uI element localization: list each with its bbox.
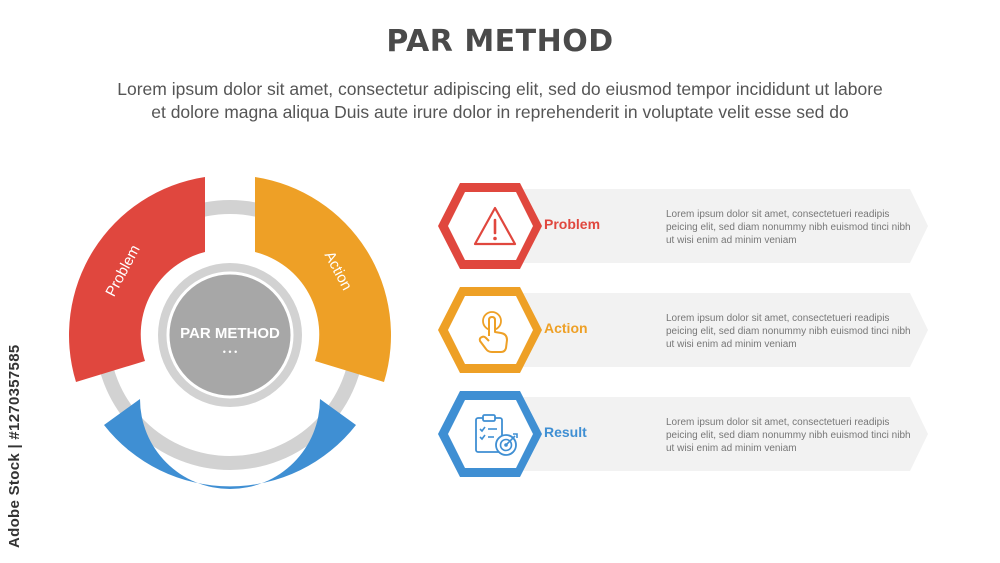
clipboard-target-icon — [470, 410, 520, 460]
cycle-label-action: Action — [320, 248, 356, 294]
step-row-problem — [438, 181, 933, 271]
subtitle-line-1: Lorem ipsum dolor sit amet, consectetur adipiscing elit, sed do eiusmod tempor incididunt ut labore — [117, 79, 883, 99]
par-cycle-diagram — [60, 165, 400, 505]
center-label: PAR METHOD — [180, 325, 280, 342]
step-description-result: Lorem ipsum dolor sit amet, consectetueri readipis peicing elit, sed diam nonummy nibh euismod tinci nibh ut wisi enim ad minim veniam — [666, 417, 911, 454]
page-title: PAR METHOD — [386, 24, 614, 59]
step-description-problem: Lorem ipsum dolor sit amet, consectetueri readipis peicing elit, sed diam nonummy nibh euismod tinci nibh ut wisi enim ad minim veniam — [666, 209, 911, 246]
subtitle-line-2: et dolore magna aliqua Duis aute irure dolor in reprehenderit in voluptate velit esse sed do — [151, 102, 849, 122]
stock-credit: Adobe Stock | #1270357585 — [6, 344, 23, 548]
subtitle — [40, 78, 960, 124]
hand-pointer-icon — [470, 306, 520, 356]
step-label-result: Result — [544, 424, 587, 440]
step-description-action: Lorem ipsum dolor sit amet, consectetueri readipis peicing elit, sed diam nonummy nibh euismod tinci nibh ut wisi enim ad minim veniam — [666, 313, 911, 350]
step-label-problem: Problem — [544, 216, 601, 232]
warning-triangle-icon — [470, 202, 520, 252]
step-row-result — [438, 389, 933, 479]
step-row-action — [438, 285, 933, 375]
step-label-action: Action — [544, 320, 588, 336]
cycle-label-problem: Problem — [102, 242, 144, 300]
center-dots: • • • — [222, 347, 238, 357]
cycle-label-result: Result — [207, 439, 253, 456]
